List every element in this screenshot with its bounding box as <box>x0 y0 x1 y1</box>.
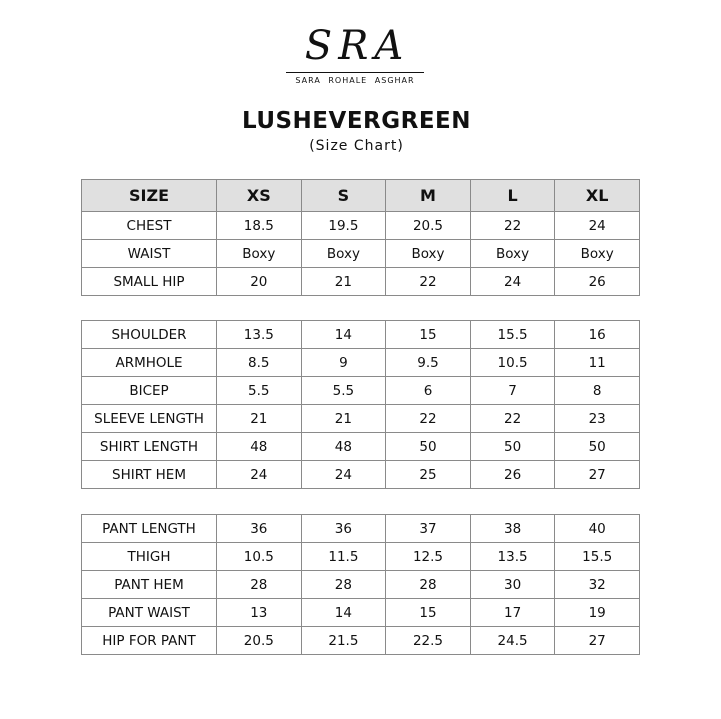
measurement-value: 23 <box>555 405 640 433</box>
measurement-value: 50 <box>386 433 471 461</box>
table-row <box>82 268 640 296</box>
measurement-value: 10.5 <box>470 349 555 377</box>
measurement-value: Boxy <box>470 240 555 268</box>
measurement-value: 28 <box>386 571 471 599</box>
measurement-value: 20.5 <box>217 627 302 655</box>
table-row <box>82 543 640 571</box>
measurement-value: 26 <box>470 461 555 489</box>
measurement-value: 21 <box>301 405 386 433</box>
measurement-label: SHOULDER <box>82 321 217 349</box>
measurement-value: 5.5 <box>301 377 386 405</box>
table-row <box>82 349 640 377</box>
measurement-label: ARMHOLE <box>82 349 217 377</box>
measurement-value: 21.5 <box>301 627 386 655</box>
measurement-value: 13.5 <box>470 543 555 571</box>
logo-monogram: SRA <box>304 23 410 69</box>
measurement-label: BICEP <box>82 377 217 405</box>
table-row <box>82 212 640 240</box>
measurement-value: 36 <box>217 515 302 543</box>
measurement-value: 26 <box>555 268 640 296</box>
measurement-value: Boxy <box>386 240 471 268</box>
table-row <box>82 377 640 405</box>
measurement-value: 9 <box>301 349 386 377</box>
measurement-value: 15.5 <box>470 321 555 349</box>
measurement-value: 48 <box>217 433 302 461</box>
measurement-value: 22.5 <box>386 627 471 655</box>
table-row <box>82 515 640 543</box>
measurement-value: 25 <box>386 461 471 489</box>
measurement-value: 6 <box>386 377 471 405</box>
measurement-value: 12.5 <box>386 543 471 571</box>
table-row <box>82 571 640 599</box>
measurement-value: 14 <box>301 599 386 627</box>
size-header-xl: XL <box>555 180 640 212</box>
size-table-pant <box>81 514 640 655</box>
measurement-label: SLEEVE LENGTH <box>82 405 217 433</box>
measurement-label: THIGH <box>82 543 217 571</box>
measurement-value: 21 <box>301 268 386 296</box>
measurement-value: 7 <box>470 377 555 405</box>
size-header-s: S <box>301 180 386 212</box>
table-row <box>82 321 640 349</box>
measurement-label: PANT WAIST <box>82 599 217 627</box>
measurement-value: 15.5 <box>555 543 640 571</box>
measurement-value: 24 <box>301 461 386 489</box>
measurement-value: 22 <box>386 405 471 433</box>
logo-divider <box>286 72 424 73</box>
measurement-value: 24 <box>470 268 555 296</box>
size-header-row <box>82 180 640 212</box>
table-row <box>82 461 640 489</box>
measurement-value: 27 <box>555 627 640 655</box>
logo-tagline: SARA ROHALE ASGHAR <box>295 76 415 85</box>
measurement-value: 8 <box>555 377 640 405</box>
table-row <box>82 599 640 627</box>
size-table-shirt <box>81 320 640 489</box>
measurement-value: 24 <box>555 212 640 240</box>
measurement-label: SHIRT HEM <box>82 461 217 489</box>
measurement-label: PANT HEM <box>82 571 217 599</box>
measurement-value: 17 <box>470 599 555 627</box>
measurement-value: 38 <box>470 515 555 543</box>
measurement-label: CHEST <box>82 212 217 240</box>
measurement-value: 15 <box>386 321 471 349</box>
measurement-value: 37 <box>386 515 471 543</box>
measurement-value: 10.5 <box>217 543 302 571</box>
measurement-value: 13 <box>217 599 302 627</box>
measurement-value: 40 <box>555 515 640 543</box>
measurement-value: 50 <box>555 433 640 461</box>
measurement-value: 36 <box>301 515 386 543</box>
measurement-value: 11 <box>555 349 640 377</box>
measurement-value: 19 <box>555 599 640 627</box>
measurement-value: Boxy <box>217 240 302 268</box>
table-row <box>82 405 640 433</box>
measurement-value: 21 <box>217 405 302 433</box>
measurement-value: 28 <box>301 571 386 599</box>
measurement-value: 28 <box>217 571 302 599</box>
measurement-value: 5.5 <box>217 377 302 405</box>
measurement-value: 32 <box>555 571 640 599</box>
measurement-value: 16 <box>555 321 640 349</box>
measurement-value: 24.5 <box>470 627 555 655</box>
measurement-value: 13.5 <box>217 321 302 349</box>
measurement-value: 20.5 <box>386 212 471 240</box>
measurement-value: Boxy <box>301 240 386 268</box>
measurement-value: 27 <box>555 461 640 489</box>
brand-logo <box>282 22 442 90</box>
measurement-value: Boxy <box>555 240 640 268</box>
measurement-label: WAIST <box>82 240 217 268</box>
measurement-value: 15 <box>386 599 471 627</box>
page-subtitle: (Size Chart) <box>309 138 404 154</box>
size-header-l: L <box>470 180 555 212</box>
measurement-value: 30 <box>470 571 555 599</box>
size-table-top <box>81 179 640 296</box>
measurement-label: SHIRT LENGTH <box>82 433 217 461</box>
measurement-value: 19.5 <box>301 212 386 240</box>
measurement-value: 22 <box>470 405 555 433</box>
measurement-value: 48 <box>301 433 386 461</box>
size-header-xs: XS <box>217 180 302 212</box>
measurement-value: 24 <box>217 461 302 489</box>
measurement-value: 11.5 <box>301 543 386 571</box>
measurement-label: SMALL HIP <box>82 268 217 296</box>
measurement-value: 50 <box>470 433 555 461</box>
measurement-value: 8.5 <box>217 349 302 377</box>
table-row <box>82 627 640 655</box>
size-header-m: M <box>386 180 471 212</box>
measurement-value: 22 <box>470 212 555 240</box>
measurement-value: 9.5 <box>386 349 471 377</box>
table-row <box>82 433 640 461</box>
measurement-value: 22 <box>386 268 471 296</box>
measurement-value: 14 <box>301 321 386 349</box>
measurement-value: 20 <box>217 268 302 296</box>
size-header-label: SIZE <box>82 180 217 212</box>
measurement-label: PANT LENGTH <box>82 515 217 543</box>
table-row <box>82 240 640 268</box>
measurement-label: HIP FOR PANT <box>82 627 217 655</box>
measurement-value: 18.5 <box>217 212 302 240</box>
page-title: LUSHEVERGREEN <box>241 108 472 134</box>
